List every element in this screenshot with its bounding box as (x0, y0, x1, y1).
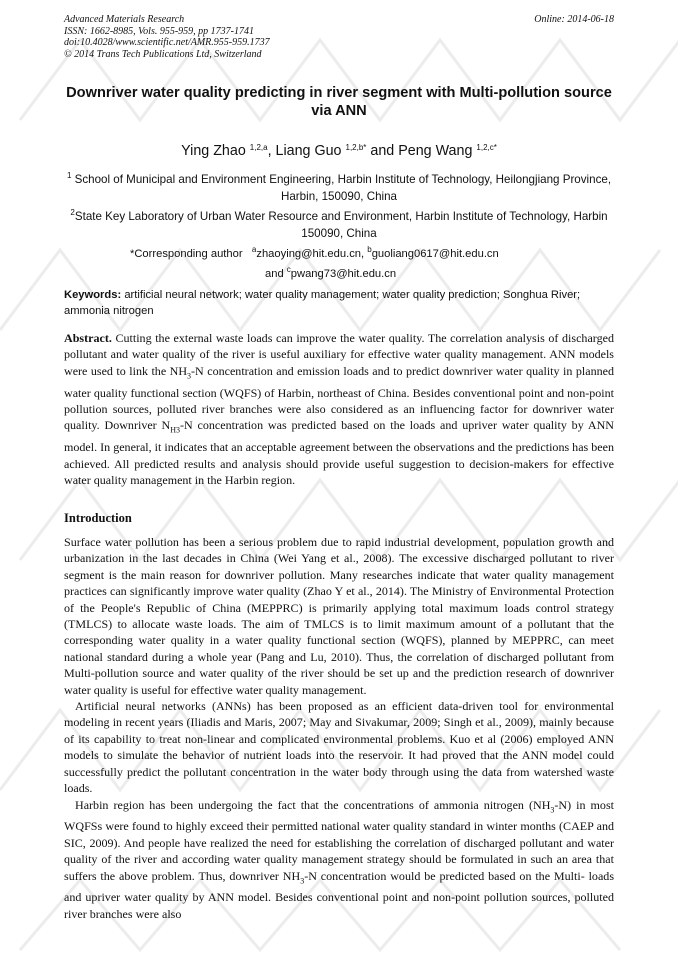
doi-line: doi:10.4028/www.scientific.net/AMR.955-959.1737 (64, 37, 270, 48)
author-superscript: 1,2,a (249, 143, 268, 152)
abstract-text: -N concentration was predicted based on the loads and upriver water quality by ANN model. In general, it indicates that an acceptable agreement between the observations and the predictions has been achieved. All predicted results and analysis should provide useful suggestion to decision-makers for effective water quality management in the Harbin region. (64, 418, 614, 488)
corresponding-author (64, 242, 614, 282)
author-separator: and (366, 143, 399, 159)
paper-title: Downriver water quality predicting in river segment with Multi-pollution source via ANN (66, 85, 612, 119)
author-name: Liang Guo (275, 143, 342, 159)
email-superscript: a (251, 245, 257, 254)
subscript: 3 (550, 804, 555, 814)
author-list (64, 143, 614, 159)
abstract-text: Cutting the external waste loads can improve the water quality. The correlation analysis of discharged pollutant and water quality of the river is useful auxiliary for effective water quality management. ANN models were used to link the NH (64, 331, 614, 378)
author-separator: , (267, 143, 276, 159)
paragraph (64, 797, 614, 923)
affiliation-number: 2 (70, 208, 75, 217)
introduction-body (64, 534, 614, 922)
email-link[interactable]: guoliang0617@hit.edu.cn (371, 248, 499, 260)
subscript: H3 (170, 425, 180, 435)
affiliation-text: State Key Laboratory of Urban Water Resource and Environment, Harbin Institute of Technology, Harbin 150090, China (74, 210, 608, 240)
paragraph: Artificial neural networks (ANNs) has been proposed as an efficient data-driven tool for environmental modeling in recent years (Iliadis and Maris, 2007; May and Sivakumar, 2009; Singh et al., 2009), mainly because of its capability to treat non-linear and complicated environmental problems. Kuo et al (2006) employed ANN models to simulate the behavior of nutrient loads into the reservoir. It had proved that the ANN model could successfully predict the pollutant concentration in the water body through using the data from watershed waste loads. (64, 699, 614, 796)
abstract-text: -N concentration and emission loads and to predict downriver water quality in planned water quality functional section (WQFS) of Harbin, northeast of China. Besides conventional point and non-point pollution sources, polluted river branches were also considered as an influencing factor for downriver water quality. Downriver N (64, 363, 614, 433)
subscript: 3 (187, 371, 192, 381)
author-name: Peng Wang (398, 143, 473, 159)
email-link[interactable]: pwang73@hit.edu.cn (290, 268, 397, 280)
affiliation-2 (64, 204, 614, 242)
email-superscript: c (286, 265, 291, 274)
email-superscript: b (367, 245, 372, 254)
issn-line: ISSN: 1662-8985, Vols. 955-959, pp 1737-1741 (64, 25, 254, 37)
abstract-block (64, 330, 614, 488)
author-superscript: 1,2,c* (476, 143, 497, 152)
affiliation-number: 1 (66, 171, 72, 180)
paragraph-text: Harbin region has been undergoing the fact that the concentrations of ammonia nitrogen (NH (75, 797, 551, 812)
keywords-label: Keywords: (64, 289, 122, 301)
corresponding-label: *Corresponding author (130, 248, 243, 260)
author-superscript: 1,2,b* (345, 143, 367, 152)
author-name: Ying Zhao (181, 143, 246, 159)
journal-name: Advanced Materials Research (64, 14, 185, 25)
paragraph: Surface water pollution has been a serious problem due to rapid industrial development, population growth and urbanization in the last decades in China (Wei Yang et al., 2008). The excessive discharged pollutant to river segment is the main reason for downriver pollution. Many researches indicate that water quality management practices can significantly improve water quality (Zhao Y et al., 2014). The Ministry of Environmental Protection of the People's Republic of China (MEPPRC) is primarily applying total maximum loads control strategy (TMLCS) to allocate waste loads. The aim of TMLCS is to limit maximum amount of a pollutant that the corresponding water quality in a water quality functional section (WQFS), planned by MEPPRC, can meet national standard during a whole year (Pang and Lu, 2010). Thus, the correlation of discharged pollutant from Multi-pollution source and water quality of the river should be set up and the prediction research of downriver water quality is useful for effective water quality management. (64, 535, 614, 697)
email-link[interactable]: zhaoying@hit.edu.cn, (256, 248, 368, 260)
paragraph-text: -N concentration would be predicted based on the Multi- loads and upriver water quality by ANN model. Besides conventional point and non-point pollution sources, polluted river branches were also (64, 868, 615, 921)
publication-meta (64, 14, 464, 60)
affiliation-1 (64, 167, 614, 205)
subscript: 3 (300, 875, 305, 885)
paragraph-text: -N) in most WQFSs were found to highly exceed their permitted national water quality standard in winter months (CAEP and SIC, 2009). And people have realized the need for establishing the correlation of discharged pollutant and water quality of the river and according water quality management strategy should be formulated in such an area that suffers the above problem. Thus, downriver NH (64, 797, 614, 883)
conjunction: and (265, 268, 287, 280)
abstract-label: Abstract. (64, 331, 112, 345)
affiliation-text: School of Municipal and Environment Engineering, Harbin Institute of Technology, Heilongjiang Province, Harbin, 150090, China (74, 173, 612, 203)
introduction-heading: Introduction (64, 511, 132, 525)
copyright-line: © 2014 Trans Tech Publications Ltd, Switzerland (64, 48, 262, 60)
keywords-block (64, 287, 614, 319)
keywords-text: artificial neural network; water quality management; water quality prediction; Songhua River; ammonia nitrogen (64, 289, 581, 317)
online-date: Online: 2014-06-18 (534, 14, 614, 25)
